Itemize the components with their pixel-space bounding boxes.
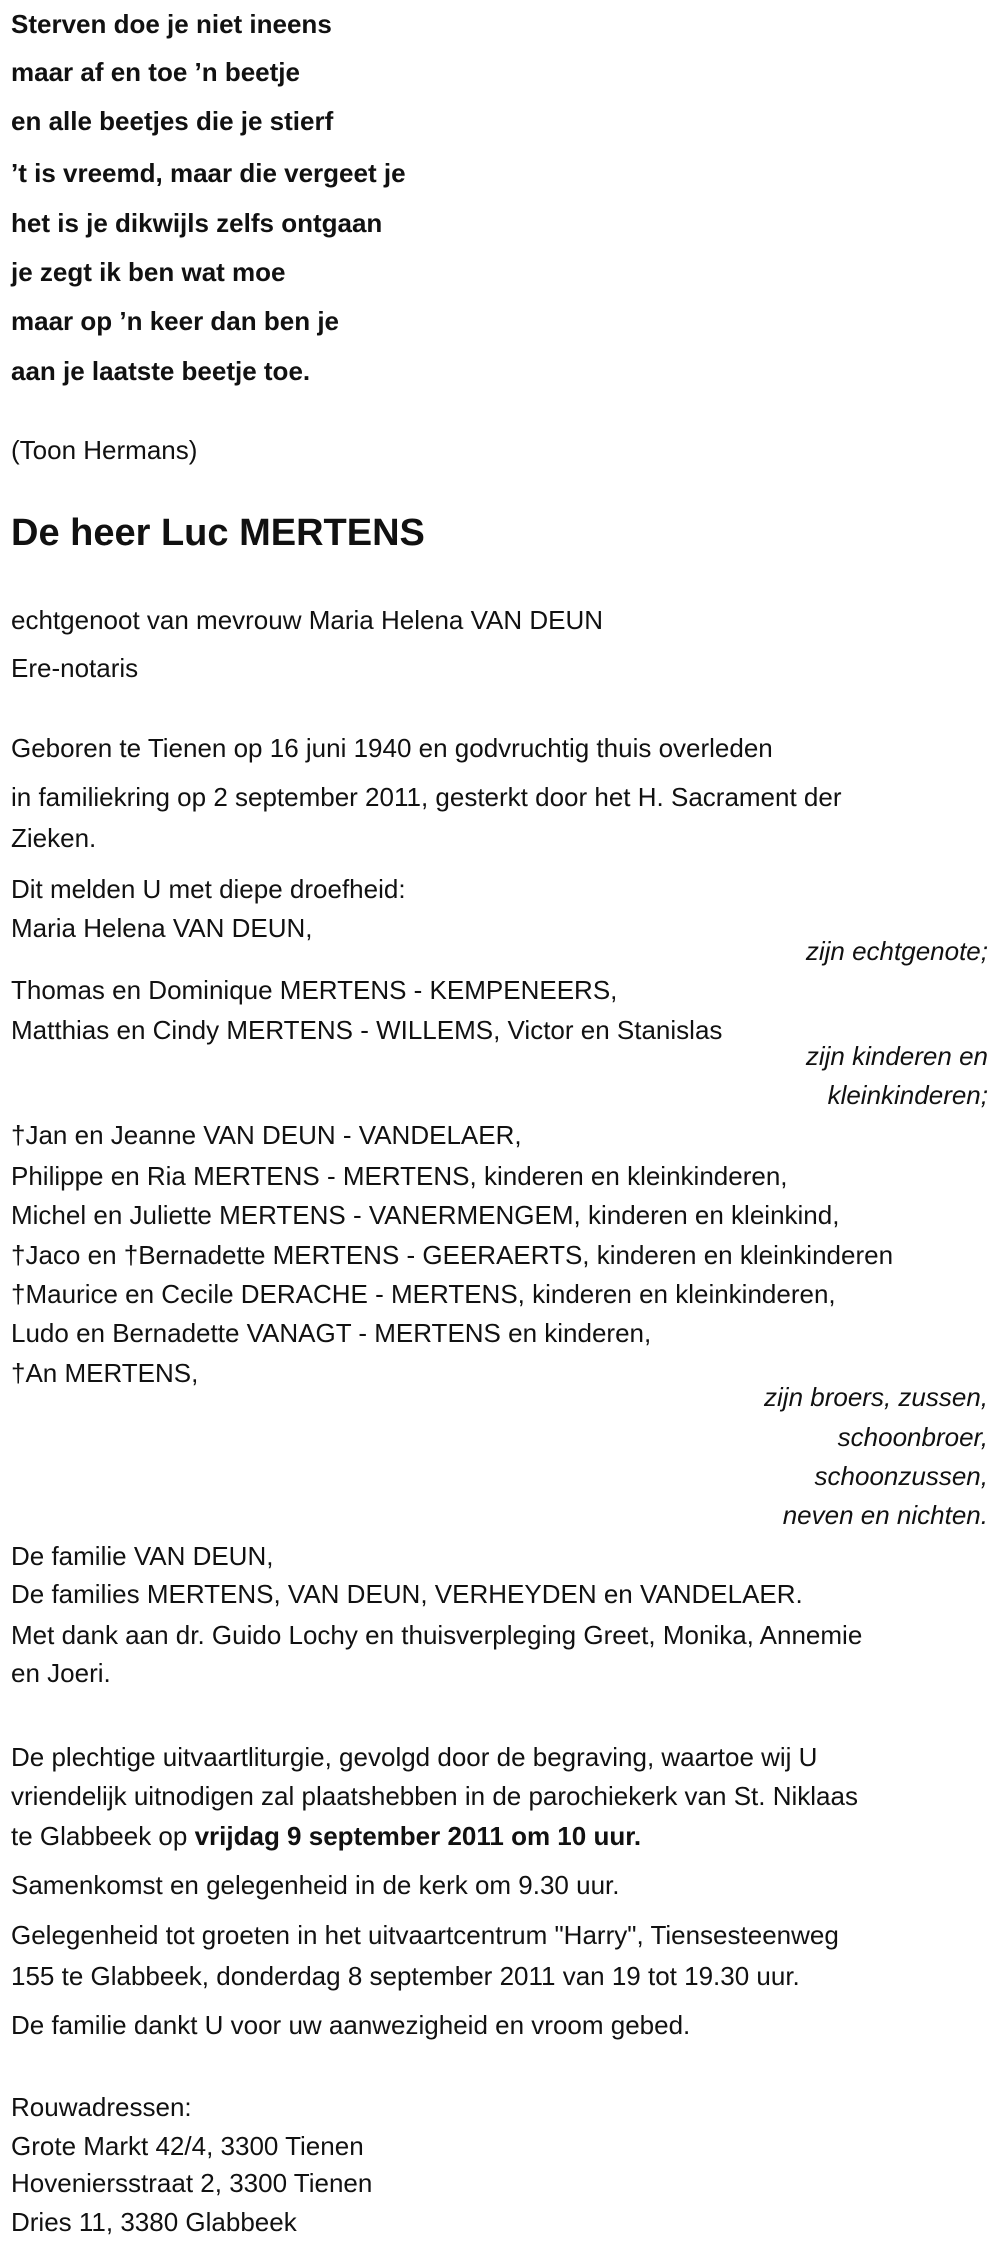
poem-line: en alle beetjes die je stierf — [11, 106, 334, 136]
role-label: schoonzussen, — [814, 1461, 988, 1491]
poem-author: (Toon Hermans) — [11, 435, 198, 465]
spouse-line: echtgenoot van mevrouw Maria Helena VAN DEUN — [11, 605, 604, 635]
funeral-place: te Glabbeek op — [11, 1821, 195, 1851]
poem-line: je zegt ik ben wat moe — [11, 257, 286, 287]
family-child: Matthias en Cindy MERTENS - WILLEMS, Victor en Stanislas — [11, 1015, 723, 1045]
family-sibling: Ludo en Bernadette VANAGT - MERTENS en kinderen, — [11, 1318, 652, 1348]
family-spouse: Maria Helena VAN DEUN, — [11, 913, 313, 943]
addresses-label: Rouwadressen: — [11, 2092, 192, 2122]
family-child: Thomas en Dominique MERTENS - KEMPENEERS, — [11, 975, 618, 1005]
gathering-line: Samenkomst en gelegenheid in de kerk om 9.30 uur. — [11, 1870, 620, 1900]
birth-line: Zieken. — [11, 823, 97, 853]
poem-line: ’t is vreemd, maar die vergeet je — [11, 158, 406, 188]
thanks-line: en Joeri. — [11, 1658, 111, 1688]
poem-line: maar op ’n keer dan ben je — [11, 306, 339, 336]
role-label: kleinkinderen; — [827, 1080, 988, 1110]
announcement: Dit melden U met diepe droefheid: — [11, 874, 406, 904]
role-label: zijn echtgenote; — [805, 936, 988, 966]
funeral-line: vriendelijk uitnodigen zal plaatshebben in de parochiekerk van St. Niklaas — [11, 1781, 858, 1811]
role-label: neven en nichten. — [782, 1500, 988, 1530]
poem-line: het is je dikwijls zelfs ontgaan — [11, 208, 383, 238]
family-other: De families MERTENS, VAN DEUN, VERHEYDEN en VANDELAER. — [11, 1579, 803, 1609]
birth-line: in familiekring op 2 september 2011, gesterkt door het H. Sacrament der — [11, 782, 842, 812]
family-sibling: †An MERTENS, — [11, 1358, 199, 1388]
funeral-line — [11, 1821, 641, 1851]
family-other: De familie VAN DEUN, — [11, 1541, 274, 1571]
family-sibling: †Maurice en Cecile DERACHE - MERTENS, kinderen en kleinkinderen, — [11, 1279, 836, 1309]
page-title: De heer Luc MERTENS — [11, 512, 425, 554]
role-label: zijn broers, zussen, — [764, 1382, 988, 1412]
profession: Ere-notaris — [11, 653, 139, 683]
closing-thanks: De familie dankt U voor uw aanwezigheid en vroom gebed. — [11, 2010, 691, 2040]
visit-line: 155 te Glabbeek, donderdag 8 september 2011 van 19 tot 19.30 uur. — [11, 1961, 800, 1991]
poem-line: maar af en toe ’n beetje — [11, 57, 300, 87]
poem-line: Sterven doe je niet ineens — [11, 9, 332, 39]
birth-line: Geboren te Tienen op 16 juni 1940 en godvruchtig thuis overleden — [11, 733, 773, 763]
family-sibling: †Jan en Jeanne VAN DEUN - VANDELAER, — [11, 1120, 522, 1150]
funeral-line: De plechtige uitvaartliturgie, gevolgd door de begraving, waartoe wij U — [11, 1742, 818, 1772]
family-sibling: †Jaco en †Bernadette MERTENS - GEERAERTS, kinderen en kleinkinderen — [11, 1240, 894, 1270]
funeral-date: vrijdag 9 september 2011 om 10 uur. — [194, 1821, 642, 1851]
poem-line: aan je laatste beetje toe. — [11, 356, 311, 386]
family-sibling: Philippe en Ria MERTENS - MERTENS, kinderen en kleinkinderen, — [11, 1161, 788, 1191]
address: Hoveniersstraat 2, 3300 Tienen — [11, 2168, 373, 2198]
address: Grote Markt 42/4, 3300 Tienen — [11, 2131, 364, 2161]
visit-line: Gelegenheid tot groeten in het uitvaartcentrum "Harry", Tiensesteenweg — [11, 1920, 839, 1950]
thanks-line: Met dank aan dr. Guido Lochy en thuisverpleging Greet, Monika, Annemie — [11, 1620, 863, 1650]
role-label: zijn kinderen en — [805, 1041, 988, 1071]
family-sibling: Michel en Juliette MERTENS - VANERMENGEM, kinderen en kleinkind, — [11, 1200, 840, 1230]
address: Dries 11, 3380 Glabbeek — [11, 2207, 297, 2237]
role-label: schoonbroer, — [837, 1422, 988, 1452]
